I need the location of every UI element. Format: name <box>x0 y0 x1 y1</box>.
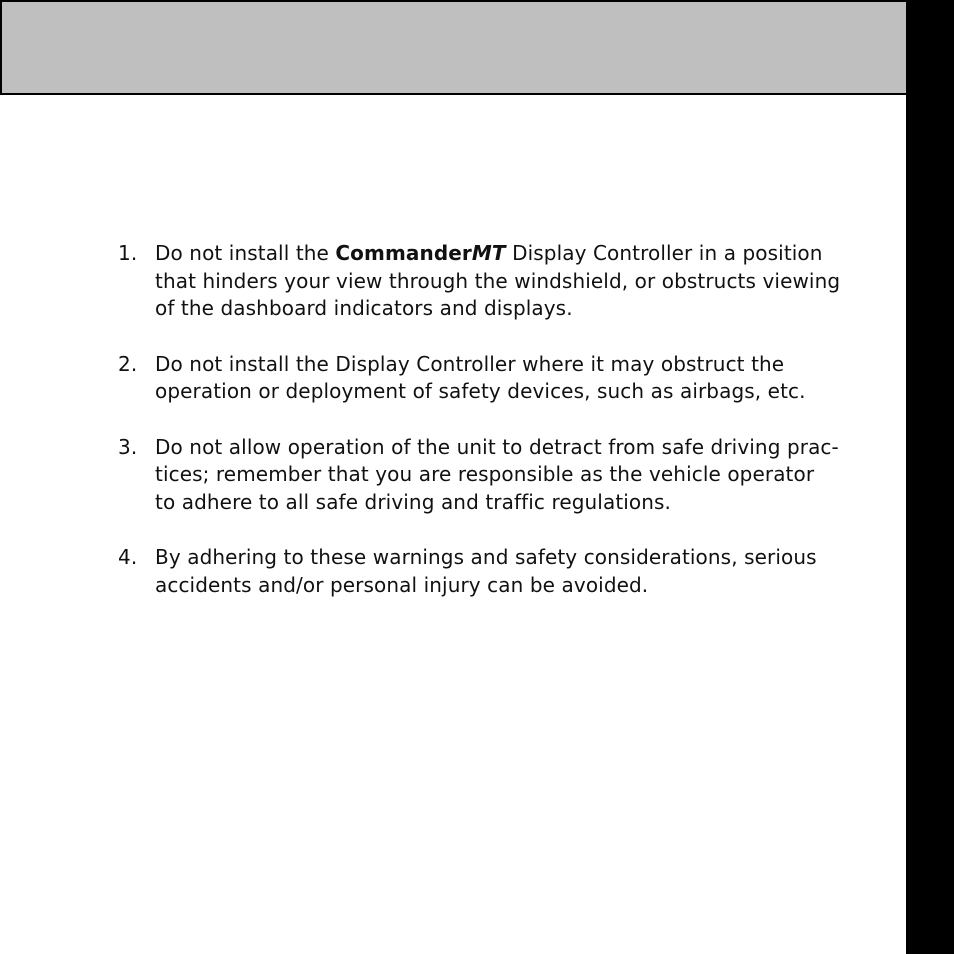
item-number: 4. <box>118 545 138 569</box>
warning-item-3 <box>118 434 878 517</box>
warning-line: of the dashboard indicators and displays. <box>155 296 573 320</box>
warning-line <box>155 240 878 268</box>
warning-item-2 <box>118 351 878 406</box>
item-number: 2. <box>118 351 138 376</box>
warning-text: Do not install the <box>155 241 336 265</box>
warning-line: accidents and/or personal injury can be avoided. <box>155 572 649 597</box>
warning-line: to adhere to all safe driving and traffic regulations. <box>155 489 672 514</box>
warning-line: that hinders your view through the windshield, or obstructs viewing <box>155 268 841 293</box>
warning-line: tices; remember that you are responsible as the vehicle operator <box>155 462 815 486</box>
warning-line: By adhering to these warnings and safety considerations, serious <box>155 545 817 569</box>
warning-item-1 <box>118 240 878 323</box>
warning-line: Do not install the Display Controller where it may obstruct the <box>155 351 785 376</box>
product-name: Commander <box>335 241 472 265</box>
warning-item-4 <box>118 544 878 599</box>
warning-text: Display Controller in a position <box>505 241 823 265</box>
side-tab <box>906 0 954 954</box>
item-number: 3. <box>118 434 138 459</box>
warning-line: operation or deployment of safety devices, such as airbags, etc. <box>155 379 806 403</box>
warnings-list <box>118 240 878 599</box>
item-number: 1. <box>118 241 138 265</box>
product-suffix: MT <box>471 241 506 265</box>
warning-line: Do not allow operation of the unit to detract from safe driving prac- <box>155 434 839 459</box>
header-bar <box>0 0 906 95</box>
